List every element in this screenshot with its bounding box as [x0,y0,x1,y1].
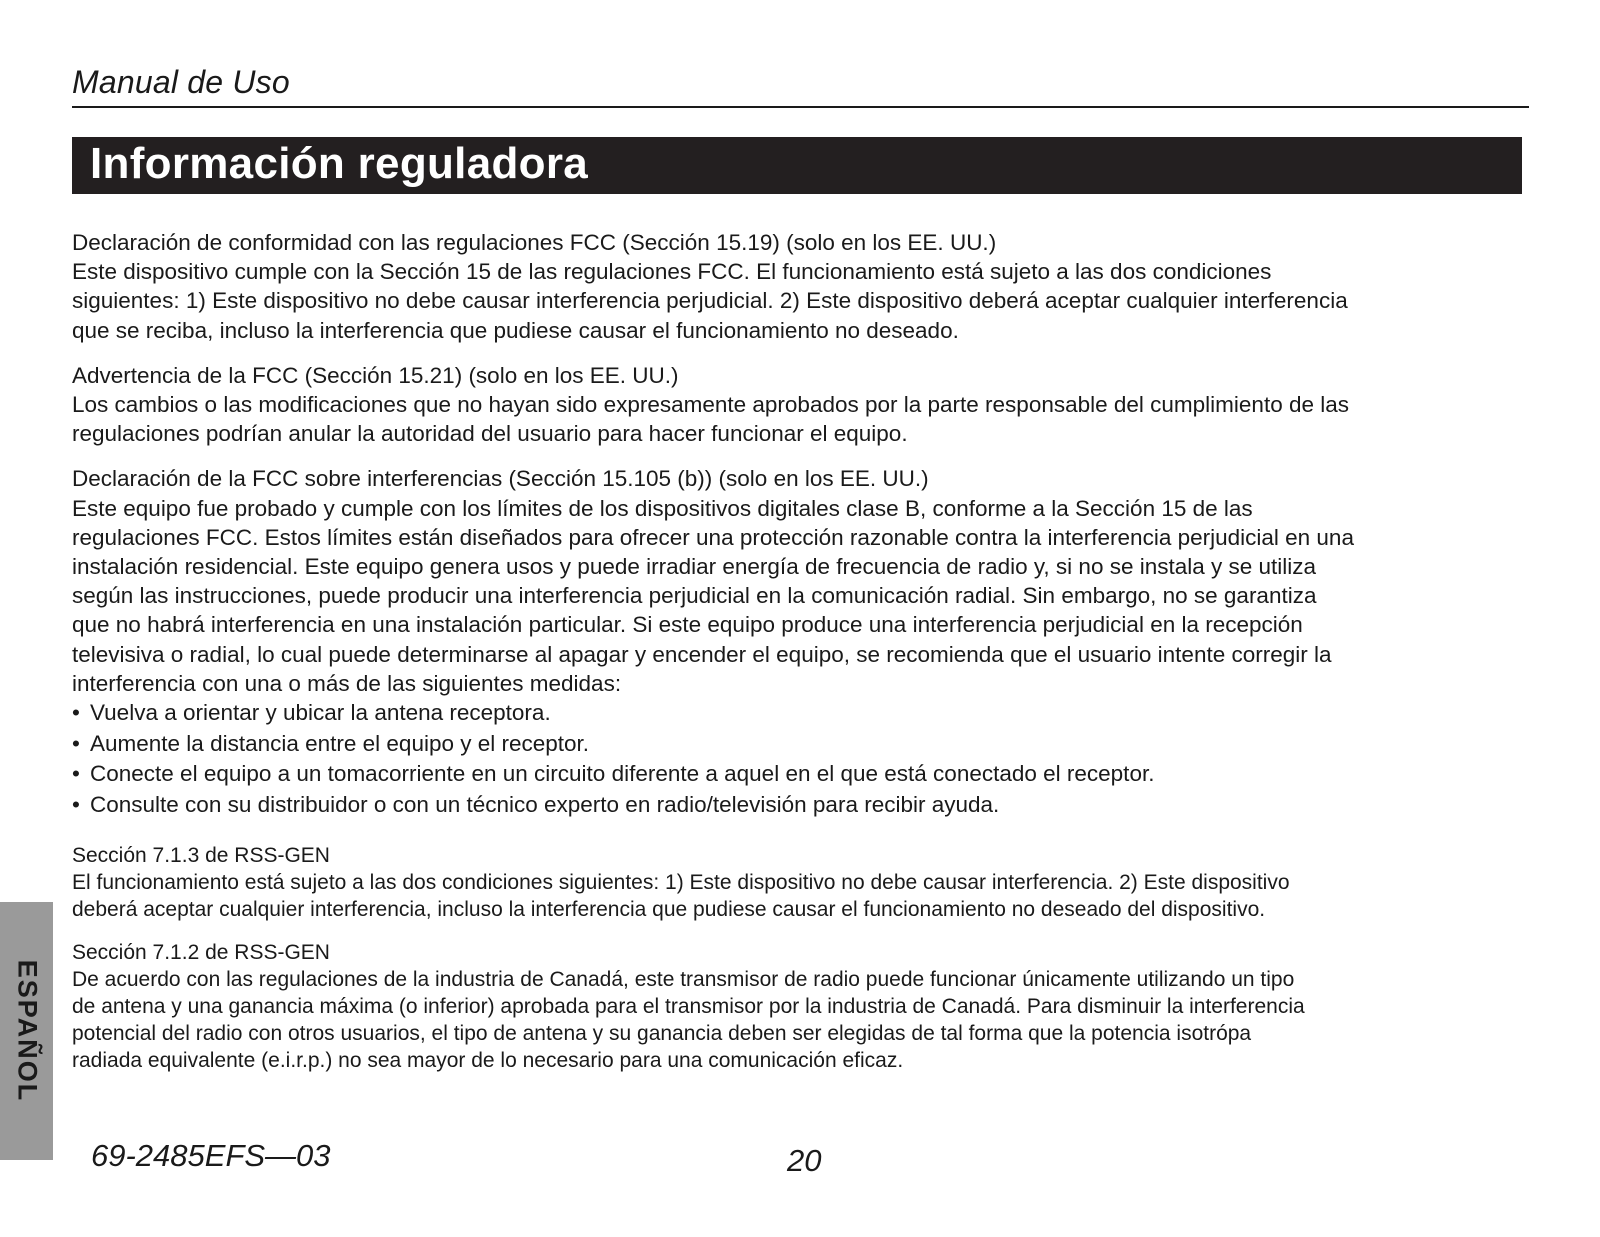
page-title: Información reguladora [90,139,589,188]
section-line: siguientes: 1) Este dispositivo no debe causar interferencia perjudicial. 2) Este dispositivo deberá aceptar cualquier interferencia [72,288,1348,314]
section-heading: Sección 7.1.3 de RSS-GEN [72,844,330,868]
header-rule [72,106,1529,108]
bullet-icon: • [72,730,80,756]
section-line: El funcionamiento está sujeto a las dos condiciones siguientes: 1) Este dispositivo no debe causar interferencia. 2) Este dispositivo [72,871,1290,895]
bullet-icon: • [72,700,80,726]
section-heading: Sección 7.1.2 de RSS-GEN [72,941,330,965]
section-line: deberá aceptar cualquier interferencia, incluso la interferencia que pudiese causar el funcionamiento no deseado del dispositivo. [72,898,1266,922]
list-item-text: Conecte el equipo a un tomacorriente en un circuito diferente a aquel en el que está conectado el receptor. [90,761,1155,787]
section-line: regulaciones podrían anular la autoridad del usuario para hacer funcionar el equipo. [72,421,908,447]
list-item [72,698,1542,729]
page-title-bar [72,137,1522,194]
section-rss-gen-7-1-2 [72,939,1542,1074]
bullet-icon: • [72,761,80,787]
section-fcc-15-19 [72,228,1542,345]
language-tab [0,902,53,1160]
section-line: de antena y una ganancia máxima (o inferior) aprobada para el transmisor por la industria de Canadá. Para disminuir la interferencia [72,995,1305,1019]
section-heading: Declaración de la FCC sobre interferencias (Sección 15.105 (b)) (solo en los EE. UU.) [72,466,929,492]
measures-list [72,698,1542,820]
section-line: De acuerdo con las regulaciones de la industria de Canadá, este transmisor de radio puede funcionar únicamente utilizando un tipo [72,968,1295,992]
section-line: Los cambios o las modificaciones que no hayan sido expresamente aprobados por la parte responsable del cumplimiento de las [72,392,1350,418]
language-tab-label: ESPAÑOL [12,959,42,1103]
running-header: Manual de Uso [72,64,290,100]
section-fcc-15-21 [72,361,1542,449]
list-item [72,790,1542,821]
section-line: radiada equivalente (e.i.r.p.) no sea mayor de lo necesario para una comunicación eficaz. [72,1049,904,1073]
section-heading: Advertencia de la FCC (Sección 15.21) (solo en los EE. UU.) [72,362,679,388]
section-line: Este equipo fue probado y cumple con los límites de los dispositivos digitales clase B, conforme a la Sección 15 de las [72,495,1253,521]
bullet-icon: • [72,791,80,817]
section-line: interferencia con una o más de las siguientes medidas: [72,670,622,696]
list-item [72,759,1542,790]
section-line: según las instrucciones, puede producir una interferencia perjudicial en la comunicación radial. Sin embargo, no se garantiza [72,583,1317,609]
section-line: regulaciones FCC. Estos límites están diseñados para ofrecer una protección razonable contra la interferencia perjudicial en una [72,524,1354,550]
list-item [72,729,1542,760]
document-number: 69-2485EFS—03 [91,1138,331,1173]
section-line: potencial del radio con otros usuarios, el tipo de antena y su ganancia deben ser elegidas de tal forma que la potencia isotrópa [72,1022,1252,1046]
list-item-text: Consulte con su distribuidor o con un técnico experto en radio/televisión para recibir ayuda. [90,791,1000,817]
section-line: instalación residencial. Este equipo genera usos y puede irradiar energía de frecuencia de radio y, si no se instala y se utiliza [72,554,1317,580]
list-item-text: Aumente la distancia entre el equipo y el receptor. [90,730,590,756]
section-line: Este dispositivo cumple con la Sección 15 de las regulaciones FCC. El funcionamiento está sujeto a las dos condiciones [72,259,1272,285]
regulatory-content [72,228,1542,1090]
list-item-text: Vuelva a orientar y ubicar la antena receptora. [90,700,551,726]
section-fcc-15-105 [72,464,1542,820]
section-line: televisiva o radial, lo cual puede determinarse al apagar y encender el equipo, se recomienda que el usuario intente corregir la [72,641,1332,667]
section-line: que no habrá interferencia en una instalación particular. Si este equipo produce una interferencia perjudicial en la recepción [72,612,1303,638]
page-number: 20 [787,1143,822,1178]
section-rss-gen-7-1-3 [72,842,1542,923]
section-heading: Declaración de conformidad con las regulaciones FCC (Sección 15.19) (solo en los EE. UU.) [72,230,997,255]
section-line: que se reciba, incluso la interferencia que pudiese causar el funcionamiento no deseado. [72,317,959,343]
